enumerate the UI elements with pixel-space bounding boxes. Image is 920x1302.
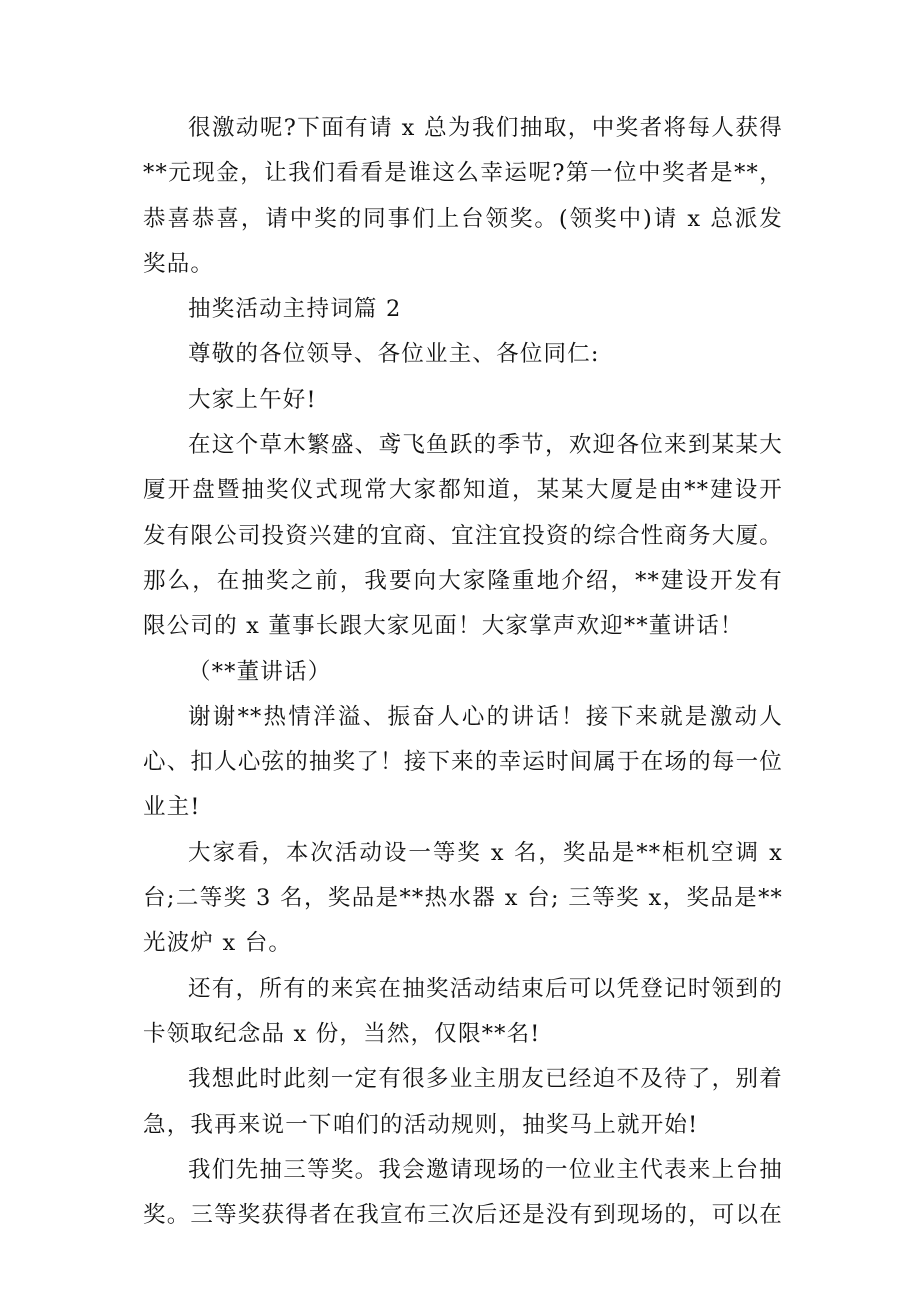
section-heading: 抽奖活动主持词篇 2 [188,296,402,323]
paragraph-third-prize: 我们先抽三等奖。我会邀请现场的一位业主代表来上台抽奖。三等奖获得者在我宣布三次后还是没有到现场的，可以在 [143,1156,783,1229]
salutation: 尊敬的各位领导、各位业主、各位同仁: [188,341,600,368]
greeting: 大家上午好! [188,386,317,413]
paragraph-prizes: 大家看，本次活动设一等奖 x 名，奖品是**柜机空调 x 台;二等奖 3 名，奖品是**热水器 x 台; 三等奖 x，奖品是**光波炉 x 台。 [143,839,783,957]
paragraph-souvenir: 还有，所有的来宾在抽奖活动结束后可以凭登记时领到的卡领取纪念品 x 份，当然，仅限**名! [143,975,783,1047]
paragraph-thanks: 谢谢**热情洋溢、振奋人心的讲话！接下来就是激动人心、扣人心弦的抽奖了！接下来的幸运时间属于在场的每一位业主! [143,703,783,821]
paragraph-welcome: 在这个草木繁盛、鸢飞鱼跃的季节，欢迎各位来到某某大厦开盘暨抽奖仪式现常大家都知道，某某大厦是由**建设开发有限公司投资兴建的宜商、宜注宜投资的综合性商务大厦。那么，在抽奖之前，我要向大家隆重地介绍，**建设开发有限公司的 x 董事长跟大家见面！大家掌声欢迎**董讲话！ [143,432,783,640]
paragraph-rules: 我想此时此刻一定有很多业主朋友已经迫不及待了，别着急，我再来说一下咱们的活动规则，抽奖马上就开始! [143,1066,783,1138]
paragraph-lottery-cash: 很激动呢?下面有请 x 总为我们抽取，中奖者将每人获得**元现金，让我们看看是谁这么幸运呢?第一位中奖者是**，恭喜恭喜，请中奖的同事们上台领奖。(领奖中)请 x 总派发奖品。 [143,115,783,277]
document-body [143,106,783,1238]
stage-direction: （**董讲话） [188,658,332,685]
